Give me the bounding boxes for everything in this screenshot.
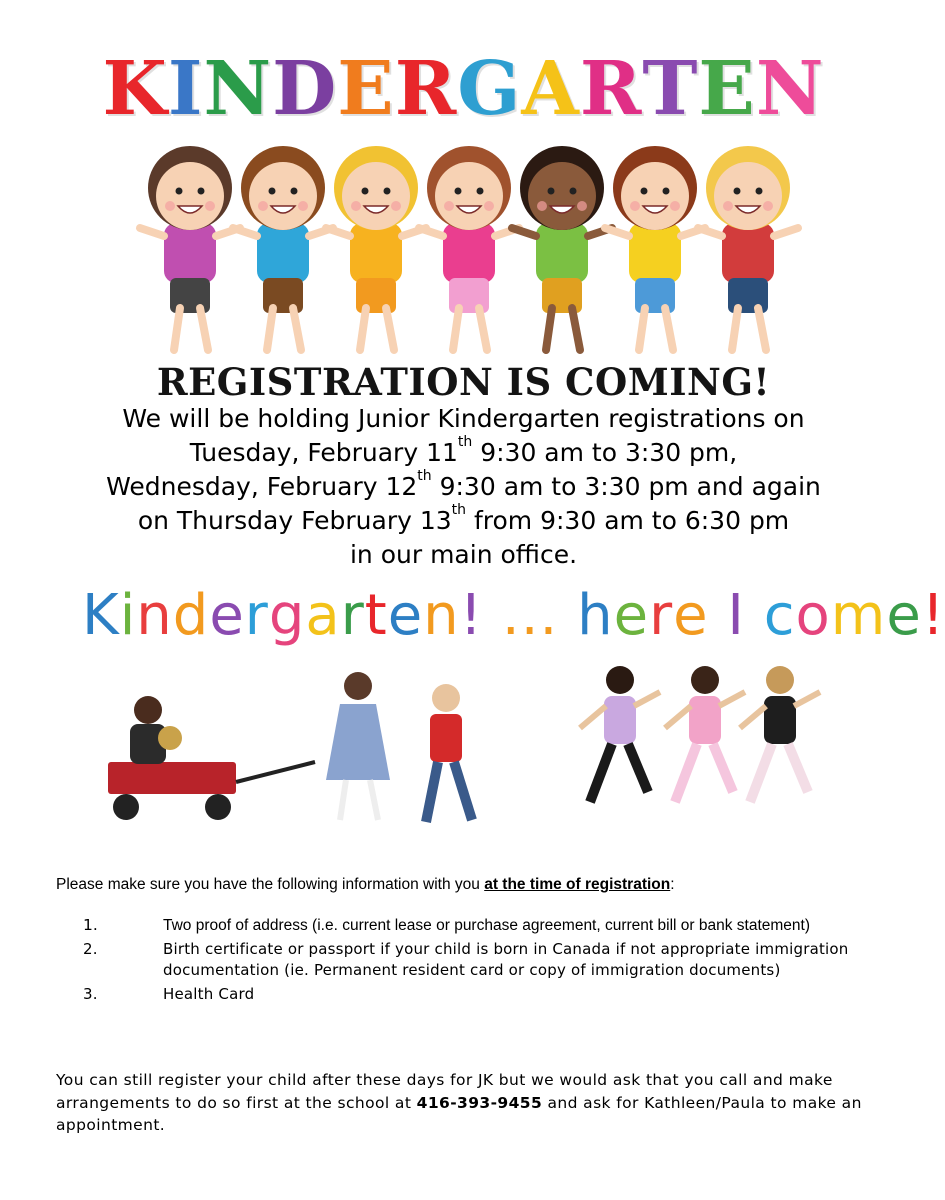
kid-shirt (350, 223, 402, 283)
kid-cheek (763, 201, 773, 211)
kid-eye (269, 188, 276, 195)
registration-heading: REGISTRATION IS COMING! (156, 360, 771, 404)
kid-eye (384, 188, 391, 195)
title-letter: K (102, 46, 168, 132)
walking-children-icon (100, 652, 840, 837)
kid-eye (641, 188, 648, 195)
kid-shirt (629, 223, 681, 283)
schedule-text (0, 402, 927, 572)
kid-eye (756, 188, 763, 195)
child-arm (665, 706, 691, 728)
banner-letter: o (795, 583, 831, 648)
kid-leg (360, 308, 366, 350)
title-letter: N (203, 46, 273, 132)
closing-paragraph: You can still register your child after these days for JK but we would ask that you call and make arrangements to do so first at the school at 416-393-9455 and ask for Kathleen/Paula to make an appointment. (56, 1071, 862, 1134)
child-head (766, 666, 794, 694)
schedule-line: Wednesday, February 12th 9:30 am to 3:30 pm and again (106, 468, 821, 501)
child-body (764, 696, 796, 744)
kid-leg (665, 308, 673, 350)
banner-letter: g (268, 583, 306, 648)
banner-letter: c (763, 583, 796, 648)
child-dress (326, 704, 390, 780)
kid-face (342, 162, 410, 230)
banner-letter: r (649, 583, 674, 648)
child-leg (675, 744, 697, 802)
kid-cheek (391, 201, 401, 211)
kid-arm (512, 228, 536, 236)
list-item: 2. Birth certificate or passport if your child is born in Canada if not appropriate immigration documentation (ie. Permanent resident card or copy of immigration documents) (83, 940, 849, 979)
kid-eye (548, 188, 555, 195)
child-head (134, 696, 162, 724)
kid-cheek (577, 201, 587, 211)
child-leg (370, 780, 378, 820)
title-letter: G (457, 46, 522, 132)
kindergarten-banner (82, 576, 945, 656)
kid-eye (663, 188, 670, 195)
kid-eye (477, 188, 484, 195)
kid-eye (291, 188, 298, 195)
child-body (430, 714, 462, 762)
banner-letter: e (387, 583, 424, 648)
banner-spacer: ... (483, 583, 578, 648)
kid-shirt (257, 223, 309, 283)
kid-leg (174, 308, 180, 350)
child-leg (340, 780, 346, 820)
kid-arm (233, 228, 257, 236)
cartoon-children-icon (145, 128, 795, 360)
kid-eye (455, 188, 462, 195)
title-letter: A (521, 46, 580, 132)
wagon-wheel (113, 794, 139, 820)
requirements-list (56, 915, 876, 1008)
schedule-line: on Thursday February 13th from 9:30 am to 6:30 pm (137, 502, 790, 535)
kid-leg (453, 308, 459, 350)
title-letter: E (337, 46, 395, 132)
banner-letter: I (727, 583, 745, 648)
title-letter: T (642, 46, 699, 132)
kid-leg (293, 308, 301, 350)
child-arm (740, 706, 766, 728)
kid-shirt (536, 223, 588, 283)
child-leg (628, 744, 648, 792)
banner-spacer (745, 576, 764, 656)
kid-cheek (444, 201, 454, 211)
title-letter: N (755, 46, 825, 132)
banner-letter: e (209, 583, 245, 648)
kid-arm (326, 228, 350, 236)
title-letter: E (698, 46, 756, 132)
child-arm (580, 706, 606, 728)
title-letter: I (167, 46, 204, 132)
kid-leg (546, 308, 552, 350)
kid-arm (774, 228, 798, 236)
page-title (0, 44, 927, 134)
banner-letter: i (119, 583, 137, 648)
kid-leg (572, 308, 580, 350)
banner-letter: t (364, 583, 388, 648)
banner-letter: a (305, 583, 341, 648)
child-leg (454, 762, 472, 820)
kid-leg (267, 308, 273, 350)
schedule-line: in our main office. (349, 540, 578, 569)
banner-letter: r (340, 583, 365, 648)
kid-cheek (258, 201, 268, 211)
kid-cheek (351, 201, 361, 211)
child-head (691, 666, 719, 694)
list-item: 1. Two proof of address (i.e. current lease or purchase agreement, current bill or bank statement) (83, 916, 811, 934)
teddy-bear (158, 726, 182, 750)
banner-letter: e (886, 583, 922, 648)
banner-letter: K (82, 583, 120, 648)
schedule-line: Tuesday, February 11th 9:30 am to 3:30 pm, (189, 434, 738, 467)
kid-arm (605, 228, 629, 236)
title-letter: D (272, 46, 338, 132)
kid-arm (140, 228, 164, 236)
child-leg (788, 744, 808, 792)
banner-letter: r (244, 583, 269, 648)
kid-cheek (165, 201, 175, 211)
child-leg (426, 762, 438, 822)
kid-cheek (205, 201, 215, 211)
kid-face (249, 162, 317, 230)
kid-cheek (723, 201, 733, 211)
kid-cheek (670, 201, 680, 211)
banner-letter: ! (921, 583, 945, 648)
kid-eye (362, 188, 369, 195)
banner-letter: e (613, 583, 650, 648)
wagon-handle (236, 762, 315, 782)
kid-cheek (484, 201, 494, 211)
kid-arm (419, 228, 443, 236)
child-arm (634, 692, 660, 706)
kid-face (435, 162, 503, 230)
banner-letter: h (577, 583, 614, 648)
kid-face (714, 162, 782, 230)
kid-face (528, 162, 596, 230)
child-head (432, 684, 460, 712)
kid-leg (200, 308, 208, 350)
kid-shirt (164, 223, 216, 283)
kid-leg (758, 308, 766, 350)
kid-leg (732, 308, 738, 350)
schedule-line: We will be holding Junior Kindergarten registrations on (122, 404, 805, 433)
banner-letter: n (136, 583, 173, 648)
phone-number: 416-393-9455 (416, 1093, 543, 1112)
kid-face (621, 162, 689, 230)
kid-arm (698, 228, 722, 236)
kid-leg (386, 308, 394, 350)
kid-eye (176, 188, 183, 195)
child-arm (719, 692, 745, 706)
child-head (344, 672, 372, 700)
child-leg (750, 744, 772, 802)
kid-cheek (298, 201, 308, 211)
kid-eye (570, 188, 577, 195)
wagon-wheel (205, 794, 231, 820)
banner-letter: e (673, 583, 709, 648)
list-item: 3. Health Card (83, 985, 255, 1003)
child-head (606, 666, 634, 694)
kid-shirt (443, 223, 495, 283)
banner-letter: m (830, 583, 887, 648)
kid-leg (479, 308, 487, 350)
kid-face (156, 162, 224, 230)
banner-letter: n (423, 583, 460, 648)
child-leg (713, 744, 733, 792)
banner-letter: d (172, 583, 210, 648)
kid-shirt (722, 223, 774, 283)
child-body (689, 696, 721, 744)
banner-spacer (709, 576, 728, 656)
kid-eye (198, 188, 205, 195)
child-body (604, 696, 636, 744)
wagon-body (108, 762, 236, 794)
banner-letter: ! (459, 583, 484, 648)
title-letter: R (394, 46, 458, 132)
kid-cheek (537, 201, 547, 211)
title-letter: R (579, 46, 643, 132)
child-arm (794, 692, 820, 706)
kid-leg (639, 308, 645, 350)
requirements-intro: Please make sure you have the following information with you at the time of registration: (56, 876, 675, 893)
kid-eye (734, 188, 741, 195)
child-leg (590, 744, 612, 802)
kid-cheek (630, 201, 640, 211)
